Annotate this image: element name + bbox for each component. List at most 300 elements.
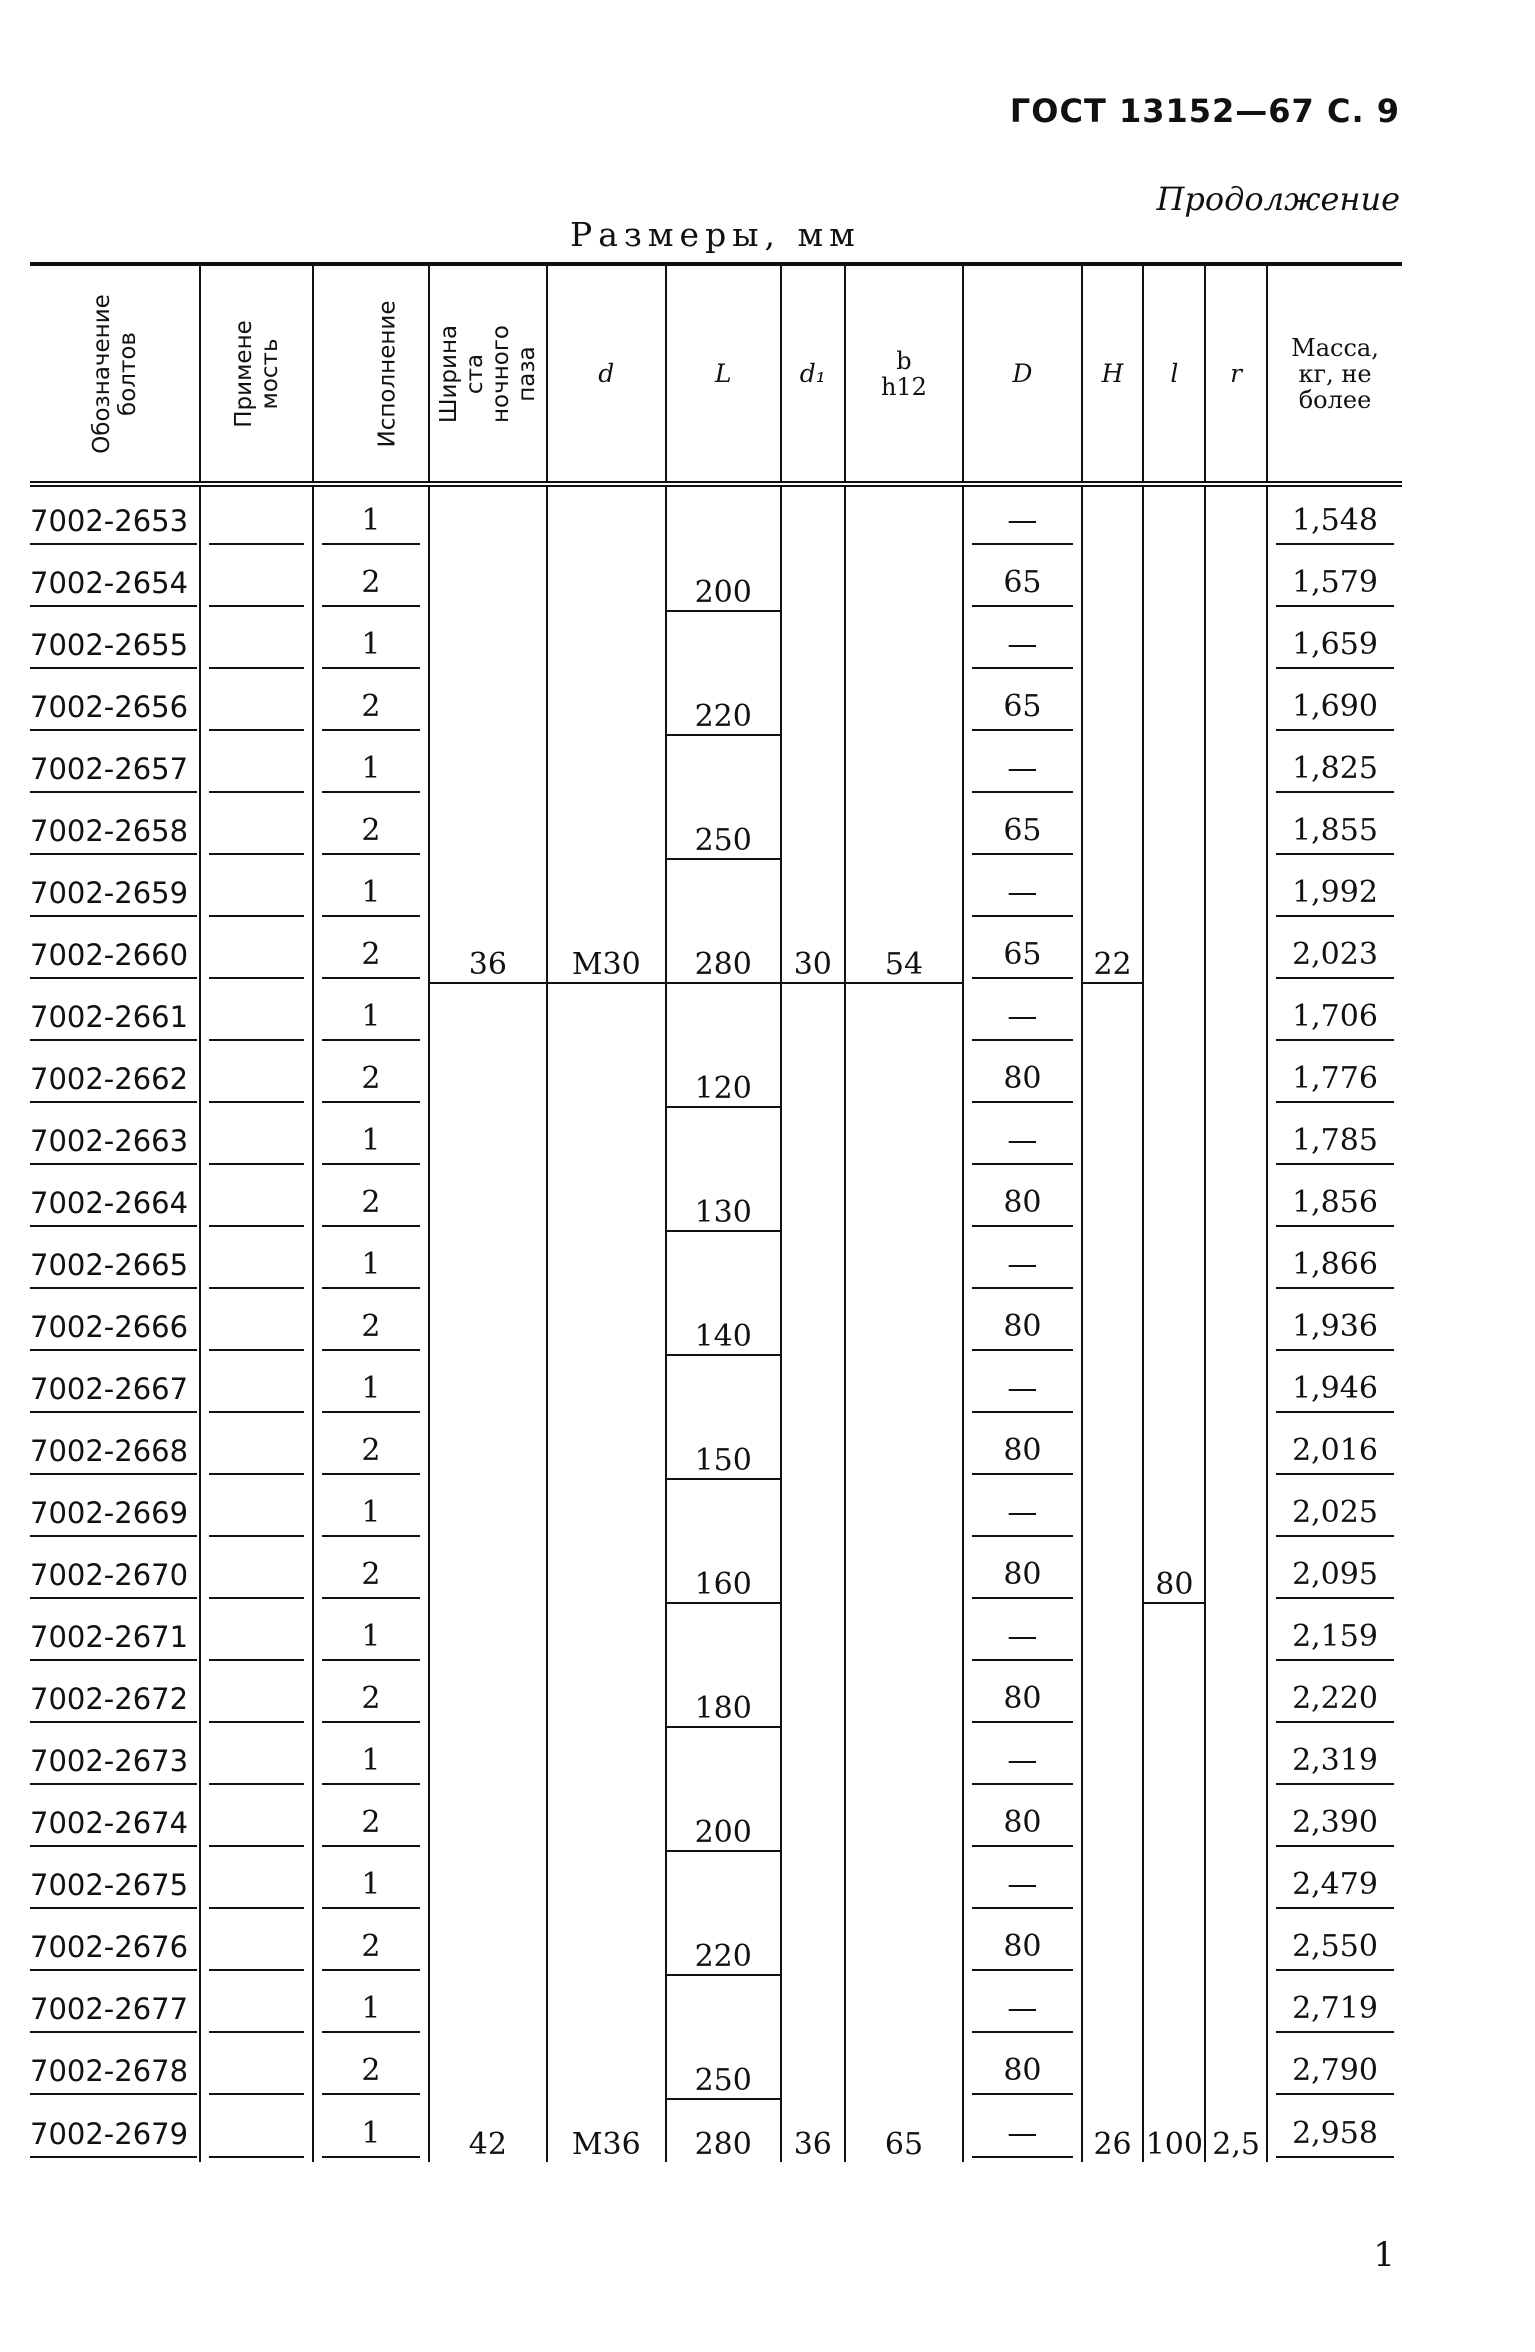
length-L-text: 150 <box>694 1443 752 1478</box>
mass-text: 1,776 <box>1276 1057 1394 1103</box>
applicability <box>200 673 313 735</box>
head-diameter-D <box>963 1479 1081 1541</box>
head-diameter-D <box>963 1975 1081 2037</box>
continuation-label: Продолжение <box>1156 180 1400 218</box>
applicability-line <box>209 1429 304 1475</box>
bolt-designation <box>30 797 200 859</box>
version-text: 2 <box>322 1677 419 1723</box>
head-diameter-D-text: 80 <box>972 1925 1072 1971</box>
col-r-label: r <box>1230 359 1243 388</box>
col-version <box>313 264 428 484</box>
applicability-line <box>209 1801 304 1847</box>
mass <box>1267 859 1402 921</box>
version <box>313 1975 428 2037</box>
head-diameter-D <box>963 859 1081 921</box>
bolt-designation <box>30 1045 200 1107</box>
head-diameter-D-text: 80 <box>972 1057 1072 1103</box>
length-L-text: 140 <box>694 1319 752 1354</box>
mass-text: 2,095 <box>1276 1553 1394 1599</box>
col-slot-width-label: Ширина ста ночного паза <box>435 324 540 423</box>
mass-text: 1,548 <box>1276 499 1394 545</box>
length-L-text: 160 <box>694 1567 752 1602</box>
head-diameter-D <box>963 1417 1081 1479</box>
bolt-designation-text: 7002-2660 <box>30 933 197 979</box>
version <box>313 611 428 673</box>
applicability <box>200 983 313 1045</box>
head-diameter-D <box>963 797 1081 859</box>
applicability-line <box>209 1119 304 1165</box>
mass <box>1267 797 1402 859</box>
bolt-designation <box>30 484 200 549</box>
table-body <box>30 484 1402 2162</box>
version-text: 2 <box>322 1801 419 1847</box>
length-L-group <box>666 1231 781 1355</box>
bolt-designation-text: 7002-2654 <box>30 561 197 607</box>
applicability-line <box>209 809 304 855</box>
bolt-designation <box>30 1851 200 1913</box>
applicability <box>200 921 313 983</box>
mass <box>1267 1665 1402 1727</box>
col-l <box>1143 264 1205 484</box>
head-diameter-D <box>963 1169 1081 1231</box>
bolt-designation <box>30 921 200 983</box>
col-d1 <box>781 264 845 484</box>
bolt-designation-text: 7002-2679 <box>30 2112 197 2158</box>
version-text: 1 <box>322 1367 419 1413</box>
bolt-designation-text: 7002-2669 <box>30 1491 197 1537</box>
version-text: 1 <box>322 871 419 917</box>
bolt-designation <box>30 983 200 1045</box>
applicability-line <box>209 1987 304 2033</box>
version <box>313 797 428 859</box>
applicability-line <box>209 1181 304 1227</box>
mass-text: 2,719 <box>1276 1987 1394 2033</box>
head-diameter-D <box>963 1541 1081 1603</box>
bolt-designation-text: 7002-2659 <box>30 871 197 917</box>
mass <box>1267 1045 1402 1107</box>
head-diameter-D-text: — <box>972 1863 1072 1909</box>
length-L-text: 180 <box>694 1691 752 1726</box>
length-L-text: 220 <box>694 699 752 734</box>
head-diameter-D <box>963 1603 1081 1665</box>
bolt-designation-text: 7002-2678 <box>30 2049 197 2095</box>
bolt-designation <box>30 1293 200 1355</box>
length-L-group <box>666 1355 781 1479</box>
head-diameter-D <box>963 1789 1081 1851</box>
version <box>313 673 428 735</box>
version-text: 2 <box>322 809 419 855</box>
mass <box>1267 1727 1402 1789</box>
applicability-line <box>209 561 304 607</box>
mass-text: 1,866 <box>1276 1243 1394 1289</box>
head-height-H-text: 22 <box>1093 947 1132 982</box>
applicability <box>200 1665 313 1727</box>
bolt-designation <box>30 549 200 611</box>
col-mass <box>1267 264 1402 484</box>
applicability-line <box>209 623 304 669</box>
version <box>313 1107 428 1169</box>
head-diameter-D-text: 65 <box>972 561 1072 607</box>
bolt-designation <box>30 1169 200 1231</box>
head-diameter-D-text: — <box>972 1615 1072 1661</box>
applicability-line <box>209 2049 304 2095</box>
version <box>313 1789 428 1851</box>
bolt-designation <box>30 1479 200 1541</box>
col-r <box>1205 264 1267 484</box>
head-diameter-D <box>963 549 1081 611</box>
thread-d-group <box>547 983 665 2162</box>
slot-width-group-text: 36 <box>468 947 507 982</box>
bolt-designation <box>30 1541 200 1603</box>
mass <box>1267 1975 1402 2037</box>
bolt-designation <box>30 1727 200 1789</box>
bolt-designation-text: 7002-2666 <box>30 1305 197 1351</box>
head-diameter-D-text: 80 <box>972 1801 1072 1847</box>
head-diameter-D-text: — <box>972 499 1072 545</box>
bolt-designation-text: 7002-2667 <box>30 1367 197 1413</box>
head-diameter-D <box>963 1851 1081 1913</box>
table-row <box>30 1603 1402 1665</box>
applicability <box>200 484 313 549</box>
bolt-designation-text: 7002-2655 <box>30 623 197 669</box>
bolt-designation-text: 7002-2665 <box>30 1243 197 1289</box>
col-designation <box>30 264 200 484</box>
applicability <box>200 1851 313 1913</box>
mass <box>1267 1851 1402 1913</box>
applicability <box>200 611 313 673</box>
bolt-designation <box>30 1913 200 1975</box>
applicability <box>200 1479 313 1541</box>
version-text: 2 <box>322 1181 419 1227</box>
version <box>313 1169 428 1231</box>
applicability-line <box>209 1305 304 1351</box>
applicability <box>200 735 313 797</box>
head-diameter-D <box>963 1727 1081 1789</box>
slot-width-group <box>429 983 547 2162</box>
mass <box>1267 1355 1402 1417</box>
version <box>313 1541 428 1603</box>
bolt-designation <box>30 859 200 921</box>
mass <box>1267 1913 1402 1975</box>
length-L-group <box>666 1851 781 1975</box>
applicability-line <box>209 1615 304 1661</box>
version-text: 2 <box>322 933 419 979</box>
col-designation-label: Обозначение болтов <box>88 293 141 454</box>
mass <box>1267 2099 1402 2162</box>
bolt-designation <box>30 1417 200 1479</box>
length-L-group <box>666 484 781 611</box>
col-applicability-label: Примене мость <box>230 319 283 428</box>
length-L-group <box>666 1107 781 1231</box>
bolt-designation-text: 7002-2657 <box>30 747 197 793</box>
version-text: 2 <box>322 1057 419 1103</box>
mass <box>1267 1541 1402 1603</box>
mass-text: 1,690 <box>1276 685 1394 731</box>
applicability <box>200 1045 313 1107</box>
head-diameter-D <box>963 1665 1081 1727</box>
applicability-line <box>209 995 304 1041</box>
col-b-label: b h12 <box>880 346 927 401</box>
mass-text: 1,855 <box>1276 809 1394 855</box>
length-L-group <box>666 859 781 983</box>
mass <box>1267 1789 1402 1851</box>
mass-text: 1,785 <box>1276 1119 1394 1165</box>
head-diameter-D-text: 80 <box>972 2049 1072 2095</box>
head-diameter-D-text: 80 <box>972 1677 1072 1723</box>
applicability <box>200 1293 313 1355</box>
head-height-H-text: 26 <box>1093 2127 1132 2162</box>
head-diameter-D-text: 65 <box>972 685 1072 731</box>
applicability <box>200 549 313 611</box>
head-diameter-D-text: — <box>972 747 1072 793</box>
applicability <box>200 797 313 859</box>
applicability <box>200 1727 313 1789</box>
applicability-line <box>209 1057 304 1103</box>
applicability <box>200 1355 313 1417</box>
applicability <box>200 1541 313 1603</box>
mass-text: 2,390 <box>1276 1801 1394 1847</box>
mass-text: 1,946 <box>1276 1367 1394 1413</box>
version-text: 2 <box>322 2049 419 2095</box>
d1-group-text: 30 <box>793 947 832 982</box>
thread-length-l-text: 80 <box>1155 1567 1194 1602</box>
mass-text: 1,659 <box>1276 623 1394 669</box>
bolt-designation-text: 7002-2656 <box>30 685 197 731</box>
version-text: 1 <box>322 995 419 1041</box>
applicability-line <box>209 1863 304 1909</box>
bolt-designation-text: 7002-2668 <box>30 1429 197 1475</box>
head-diameter-D-text: — <box>972 1243 1072 1289</box>
version <box>313 1851 428 1913</box>
bolt-designation-text: 7002-2673 <box>30 1739 197 1785</box>
head-diameter-D <box>963 921 1081 983</box>
mass-text: 1,992 <box>1276 871 1394 917</box>
applicability-line <box>209 1367 304 1413</box>
table-row <box>30 484 1402 549</box>
thread-d-group <box>547 484 665 983</box>
applicability <box>200 1231 313 1293</box>
version-text: 1 <box>322 1863 419 1909</box>
version <box>313 1045 428 1107</box>
length-L-group <box>666 611 781 735</box>
head-diameter-D-text: 80 <box>972 1181 1072 1227</box>
head-diameter-D <box>963 1913 1081 1975</box>
version-text: 2 <box>322 561 419 607</box>
radius-r-empty <box>1205 484 1267 983</box>
mass-text: 2,479 <box>1276 1863 1394 1909</box>
version-text: 1 <box>322 1243 419 1289</box>
version <box>313 735 428 797</box>
head-diameter-D-text: — <box>972 995 1072 1041</box>
applicability <box>200 1789 313 1851</box>
mass-text: 1,706 <box>1276 995 1394 1041</box>
bolt-designation <box>30 1107 200 1169</box>
mass-text: 2,319 <box>1276 1739 1394 1785</box>
col-d <box>547 264 665 484</box>
mass <box>1267 549 1402 611</box>
mass-text: 1,825 <box>1276 747 1394 793</box>
head-diameter-D <box>963 735 1081 797</box>
col-d-label: d <box>598 359 615 388</box>
head-diameter-D-text: 80 <box>972 1305 1072 1351</box>
col-H <box>1082 264 1144 484</box>
applicability-line <box>209 933 304 979</box>
d1-group-text: 36 <box>793 2127 832 2162</box>
bolt-spec-table <box>30 262 1402 2162</box>
mass-text: 2,025 <box>1276 1491 1394 1537</box>
applicability <box>200 1107 313 1169</box>
version <box>313 1417 428 1479</box>
version <box>313 859 428 921</box>
head-diameter-D-text: 65 <box>972 933 1072 979</box>
thread-length-l-group <box>1143 1603 1205 2162</box>
applicability-line <box>209 1491 304 1537</box>
head-diameter-D <box>963 2037 1081 2099</box>
bolt-designation-text: 7002-2675 <box>30 1863 197 1909</box>
version-text: 1 <box>322 1119 419 1165</box>
version <box>313 1913 428 1975</box>
version-text: 2 <box>322 685 419 731</box>
length-L-text: 280 <box>694 2127 752 2162</box>
mass <box>1267 1293 1402 1355</box>
length-L-text: 250 <box>694 823 752 858</box>
version <box>313 1603 428 1665</box>
applicability <box>200 2099 313 2162</box>
bolt-designation <box>30 673 200 735</box>
length-L-group <box>666 1975 781 2099</box>
head-height-H-group <box>1082 484 1144 983</box>
slot-width-group <box>429 484 547 983</box>
head-diameter-D <box>963 1045 1081 1107</box>
mass-text: 2,790 <box>1276 2049 1394 2095</box>
col-D-label: D <box>1012 359 1033 388</box>
header-row <box>30 264 1402 484</box>
head-diameter-D-text: 80 <box>972 1429 1072 1475</box>
thread-length-l-group <box>1143 484 1205 1603</box>
head-diameter-D-text: — <box>972 871 1072 917</box>
version-text: 1 <box>322 1739 419 1785</box>
applicability-line <box>209 1925 304 1971</box>
mass-text: 1,856 <box>1276 1181 1394 1227</box>
col-applicability <box>200 264 313 484</box>
applicability-line <box>209 1739 304 1785</box>
head-diameter-D-text: — <box>972 1739 1072 1785</box>
mass <box>1267 673 1402 735</box>
bolt-designation <box>30 2037 200 2099</box>
col-slot-width <box>429 264 547 484</box>
version-text: 1 <box>322 747 419 793</box>
applicability-line <box>209 747 304 793</box>
bolt-designation <box>30 2099 200 2162</box>
applicability <box>200 1169 313 1231</box>
thread-d-group-text: M30 <box>571 947 641 982</box>
applicability-line <box>209 1677 304 1723</box>
length-L-group <box>666 1727 781 1851</box>
head-diameter-D-text: 80 <box>972 1553 1072 1599</box>
bolt-designation-text: 7002-2653 <box>30 499 197 545</box>
thread-d-group-text: M36 <box>571 2127 641 2162</box>
applicability-line <box>209 1553 304 1599</box>
mass <box>1267 484 1402 549</box>
head-diameter-D <box>963 1231 1081 1293</box>
mass <box>1267 1107 1402 1169</box>
version <box>313 1355 428 1417</box>
version-text: 1 <box>322 2112 419 2158</box>
bolt-designation-text: 7002-2662 <box>30 1057 197 1103</box>
bolt-designation <box>30 735 200 797</box>
applicability-line <box>209 2112 304 2158</box>
version <box>313 1293 428 1355</box>
head-diameter-D <box>963 611 1081 673</box>
mass <box>1267 611 1402 673</box>
applicability <box>200 1913 313 1975</box>
b-group <box>845 484 963 983</box>
version-text: 2 <box>322 1553 419 1599</box>
head-diameter-D <box>963 1107 1081 1169</box>
length-L-group <box>666 735 781 859</box>
head-diameter-D-text: — <box>972 1987 1072 2033</box>
length-L-group <box>666 1603 781 1727</box>
dimensions-caption: Размеры, мм <box>570 215 861 254</box>
mass-text: 2,958 <box>1276 2112 1394 2158</box>
document-standard-header: ГОСТ 13152—67 С. 9 <box>1009 92 1400 130</box>
version-text: 2 <box>322 1925 419 1971</box>
applicability <box>200 2037 313 2099</box>
d1-group <box>781 484 845 983</box>
bolt-designation-text: 7002-2671 <box>30 1615 197 1661</box>
applicability-line <box>209 1243 304 1289</box>
length-L-text: 130 <box>694 1195 752 1230</box>
version-text: 1 <box>322 1491 419 1537</box>
version-text: 1 <box>322 1987 419 2033</box>
mass <box>1267 1417 1402 1479</box>
bolt-designation-text: 7002-2670 <box>30 1553 197 1599</box>
bolt-designation-text: 7002-2658 <box>30 809 197 855</box>
version <box>313 1665 428 1727</box>
head-diameter-D <box>963 1293 1081 1355</box>
bolt-designation <box>30 1665 200 1727</box>
mass-text: 1,579 <box>1276 561 1394 607</box>
bolt-designation <box>30 1355 200 1417</box>
thread-length-l-text: 100 <box>1145 2127 1203 2162</box>
mass-text: 2,023 <box>1276 933 1394 979</box>
mass-text: 2,016 <box>1276 1429 1394 1475</box>
length-L-text: 280 <box>694 947 752 982</box>
version <box>313 1479 428 1541</box>
bolt-designation-text: 7002-2663 <box>30 1119 197 1165</box>
applicability <box>200 1975 313 2037</box>
bolt-designation-text: 7002-2674 <box>30 1801 197 1847</box>
head-height-H-group <box>1082 983 1144 2162</box>
mass <box>1267 735 1402 797</box>
version-text: 2 <box>322 1305 419 1351</box>
col-D <box>963 264 1081 484</box>
mass <box>1267 1479 1402 1541</box>
radius-r-group <box>1205 983 1267 2162</box>
bolt-designation <box>30 611 200 673</box>
length-L-text: 220 <box>694 1939 752 1974</box>
col-mass-label: Масса, кг, не более <box>1291 333 1379 414</box>
version <box>313 2099 428 2162</box>
head-diameter-D-text: — <box>972 1491 1072 1537</box>
length-L-group <box>666 983 781 1107</box>
version-text: 1 <box>322 1615 419 1661</box>
version-text: 1 <box>322 499 419 545</box>
head-diameter-D-text: — <box>972 1119 1072 1165</box>
head-diameter-D-text: — <box>972 1367 1072 1413</box>
bolt-designation-text: 7002-2672 <box>30 1677 197 1723</box>
applicability-line <box>209 685 304 731</box>
